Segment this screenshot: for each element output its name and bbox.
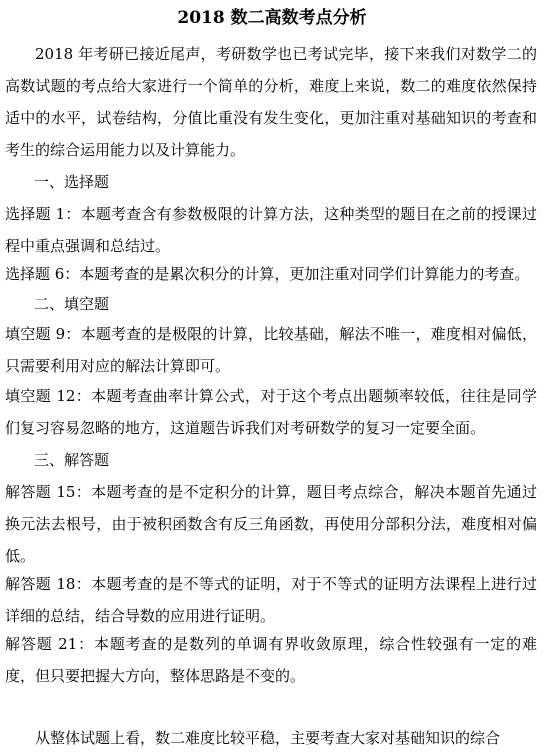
section-heading-answer: 三、解答题 — [34, 451, 110, 469]
fill-item-12: 填空题 12：本题考查曲率计算公式，对于这个考点出题频率较低，往往是同学们复习容易忽略的地方，这道题告诉我们对考研数学的复习一定要全面。 — [5, 387, 537, 437]
conclusion-paragraph: 从整体试题上看，数二难度比较平稳，主要考查大家对基础知识的综合 — [35, 729, 501, 747]
answer-item-21: 解答题 21：本题考查的是数列的单调有界收敛原理，综合性较强有一定的难度，但只要把握大方向，整体思路是不变的。 — [5, 635, 537, 685]
section-heading-fill: 二、填空题 — [34, 295, 110, 313]
intro-paragraph: 2018 年考研已接近尾声，考研数学也已考试完毕，接下来我们对数学二的高数试题的考点给大家进行一个简单的分析，难度上来说，数二的难度依然保持适中的水平，试卷结构，分值比重没有发生变化，更加注重对基础知识的考查和考生的综合运用能力以及计算能力。 — [5, 45, 537, 159]
choice-item-1: 选择题 1：本题考查含有参数极限的计算方法，这种类型的题目在之前的授课过程中重点强调和总结过。 — [5, 205, 537, 255]
section-heading-choice: 一、选择题 — [34, 173, 110, 191]
document-title: 2018 数二高数考点分析 — [177, 8, 367, 28]
choice-item-6: 选择题 6：本题考查的是累次积分的计算，更加注重对同学们计算能力的考查。 — [5, 265, 530, 283]
answer-item-18: 解答题 18：本题考查的是不等式的证明，对于不等式的证明方法课程上进行过详细的总结，结合导数的应用进行证明。 — [5, 575, 537, 625]
fill-item-9: 填空题 9：本题考查的是极限的计算，比较基础，解法不唯一，难度相对偏低，只需要利用对应的解法计算即可。 — [5, 325, 537, 375]
answer-item-15: 解答题 15：本题考查的是不定积分的计算，题目考点综合，解决本题首先通过换元法去根号，由于被积函数含有反三角函数，再使用分部积分法，难度相对偏低。 — [5, 483, 537, 565]
